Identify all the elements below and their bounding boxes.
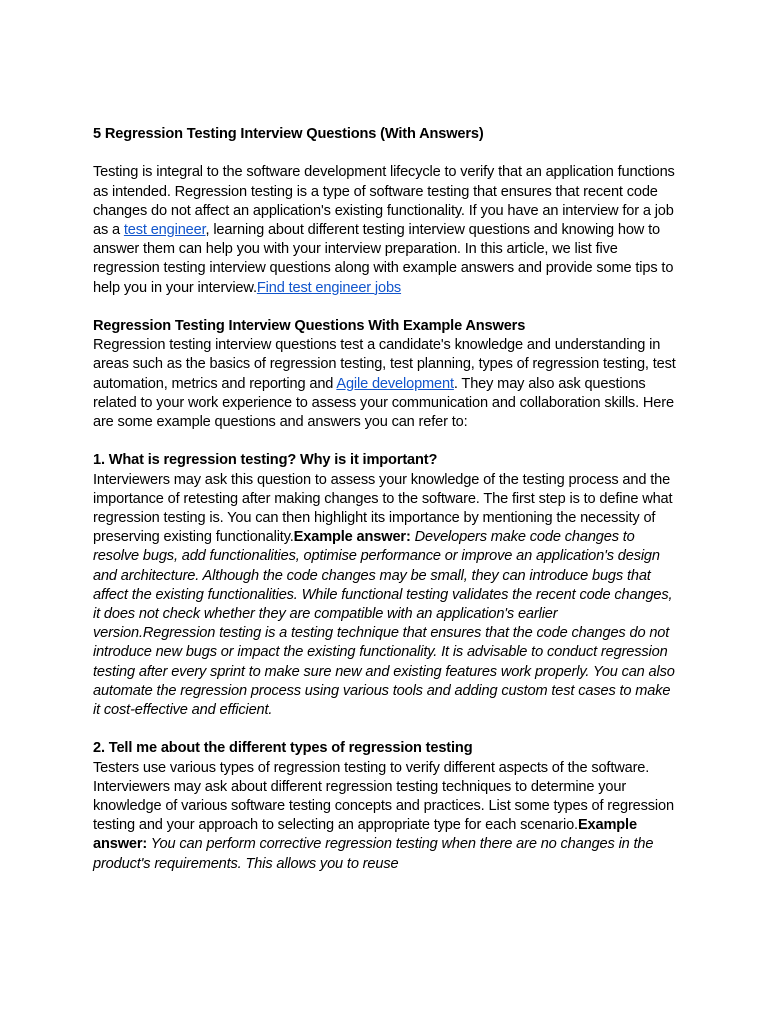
agile-development-link[interactable]: Agile development [336,375,454,392]
spacer [93,432,678,451]
intro-text-2: , learning about different testing interview questions and knowing how to answer them can help you with your interview preparation. In this article, we list five regression testing interview questions along with example answers and provide some tips to help you in your interview. [93,222,674,296]
spacer [93,144,678,163]
intro-text-1: Testing is integral to the software development lifecycle to verify that an application functions as intended. Regression testing is a type of software testing that ensures that recent code changes do not affect an application's existing functionality. If you have an interview for a job as a [93,164,675,238]
section-heading: Regression Testing Interview Questions With Example Answers [93,318,526,334]
question-text-1: Interviewers may ask this question to assess your knowledge of the testing process and the importance of retesting after making changes to the software. The first step is to define what regression testing is. You can then highlight its importance by mentioning the necessity of preserving existing functionality. [93,471,673,546]
answer-text-1: Developers make code changes to resolve bugs, add functionalities, optimise performance or improve an application's design and architecture. Although the code changes may be small, they can introduce bugs that affect the existing functionalities. While functional testing validates the recent code changes, it does not check whether they are compatible with an application's earlier version.Regression testing is a testing technique that ensures that the code changes do not introduce new bugs or impact the existing functionality. It is advisable to conduct regression testing after every sprint to make sure new and existing features work properly. You can also automate the regression process using various tools and adding custom test cases to make it cost-effective and efficient. [93,529,675,719]
document-title: 5 Regression Testing Interview Questions (With Answers) [93,126,484,142]
spacer [93,298,678,317]
question-body-2 [93,759,678,874]
test-engineer-link[interactable]: test engineer [123,222,206,238]
question-heading-1: 1. What is regression testing? Why is it important? [93,452,438,469]
answer-label-2: Example answer: [93,817,637,853]
document-page [93,125,678,874]
question-heading-2: 2. Tell me about the different types of regression testing [93,740,473,757]
find-jobs-link[interactable]: Find test engineer jobs [256,279,402,296]
question-body-1 [93,471,678,721]
answer-text-2: You can perform corrective regression testing when there are no changes in the product's requirements. This allows you to reuse [93,836,654,872]
intro-paragraph [93,163,678,297]
answer-label-1: Example answer: [293,529,411,546]
section-intro-paragraph [93,336,678,432]
section-intro-text-1: Regression testing interview questions test a candidate's knowledge and understanding in areas such as the basics of regression testing, test planning, types of regression testing, test automation, metrics and reporting and [93,337,676,392]
section-intro-text-2: . They may also ask questions related to your work experience to assess your communication and collaboration skills. Here are some example questions and answers you can refer to: [93,375,674,431]
question-text-2: Testers use various types of regression testing to verify different aspects of the software. Interviewers may ask about different regression testing techniques to determine your knowledge of various software testing concepts and practices. List some types of regression testing and your approach to selecting an appropriate type for each scenario. [93,759,674,834]
spacer [93,720,678,739]
